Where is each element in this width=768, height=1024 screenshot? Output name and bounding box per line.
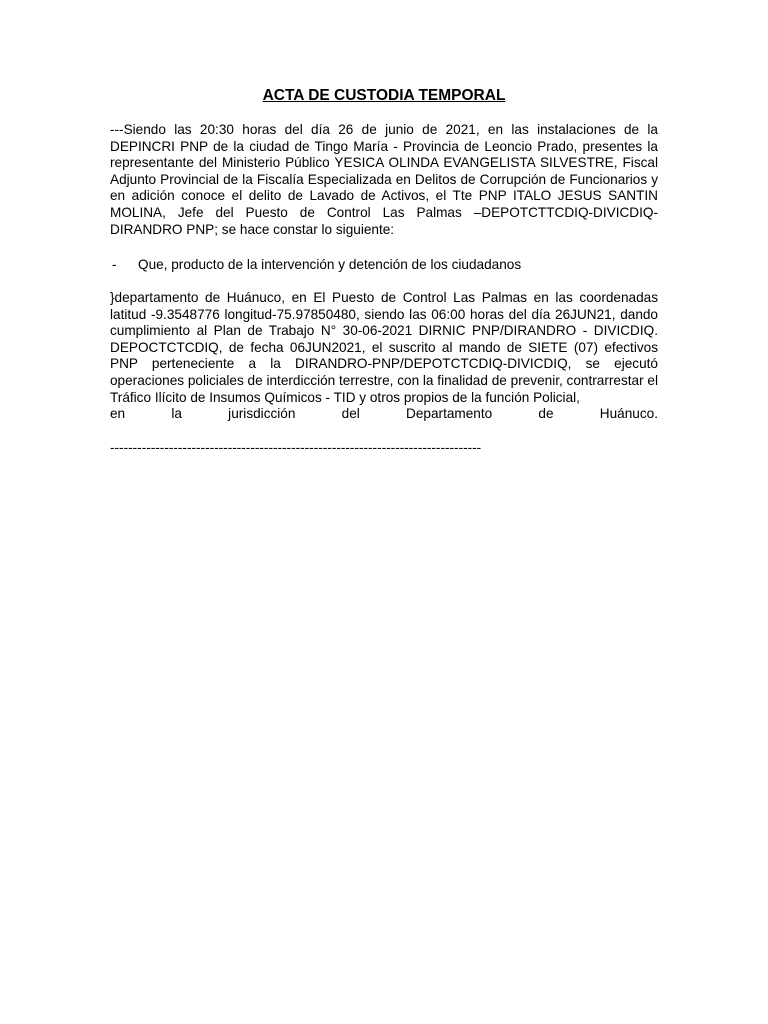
paragraph-intro: ---Siendo las 20:30 horas del día 26 de junio de 2021, en las instalaciones de la DEPINCRI PNP de la ciudad de Tingo María - Provincia de Leoncio Prado, presentes la representante del Ministerio Público YESICA OLINDA EVANGELISTA SILVESTRE, Fiscal Adjunto Provincial de la Fiscalía Especializada en Delitos de Corrupción de Funcionarios y en adición conoce el delito de Lavado de Activos, el Tte PNP ITALO JESUS SANTIN MOLINA, Jefe del Puesto de Control Las Palmas –DEPOTCTTCDIQ-DIVICDIQ-DIRANDRO PNP; se hace constar lo siguiente: [110, 122, 658, 237]
dash-separator: ---------------------------------------------------------------------------------- [110, 440, 482, 455]
document-title: ACTA DE CUSTODIA TEMPORAL [262, 87, 506, 104]
paragraph-operation-last-line: en la jurisdicción del Departamento de Huánuco. [110, 406, 658, 422]
bullet-text: Que, producto de la intervención y detención de los ciudadanos [138, 257, 522, 272]
bullet-item [112, 257, 521, 274]
paragraph-operation-text: }departamento de Huánuco, en El Puesto de Control Las Palmas en las coordenadas latitud -9.3548776 longitud-75.97850480, siendo las 06:00 horas del día 26JUN21, dando cumplimiento al Plan de Trabajo N° 30-06-2021 DIRNIC PNP/DIRANDRO - DIVICDIQ. DEPOCTCTCDIQ, de fecha 06JUN2021, el suscrito al mando de SIETE (07) efectivos PNP perteneciente a la DIRANDRO-PNP/DEPOTCTCDIQ-DIVICDIQ, se ejecutó operaciones policiales de interdicción terrestre, con la finalidad de prevenir, contrarrestar el Tráfico Ilícito de Insumos Químicos - TID y otros propios de la función Policial, [110, 290, 658, 405]
paragraph-operation [110, 290, 658, 423]
bullet-mark: - [112, 257, 117, 272]
